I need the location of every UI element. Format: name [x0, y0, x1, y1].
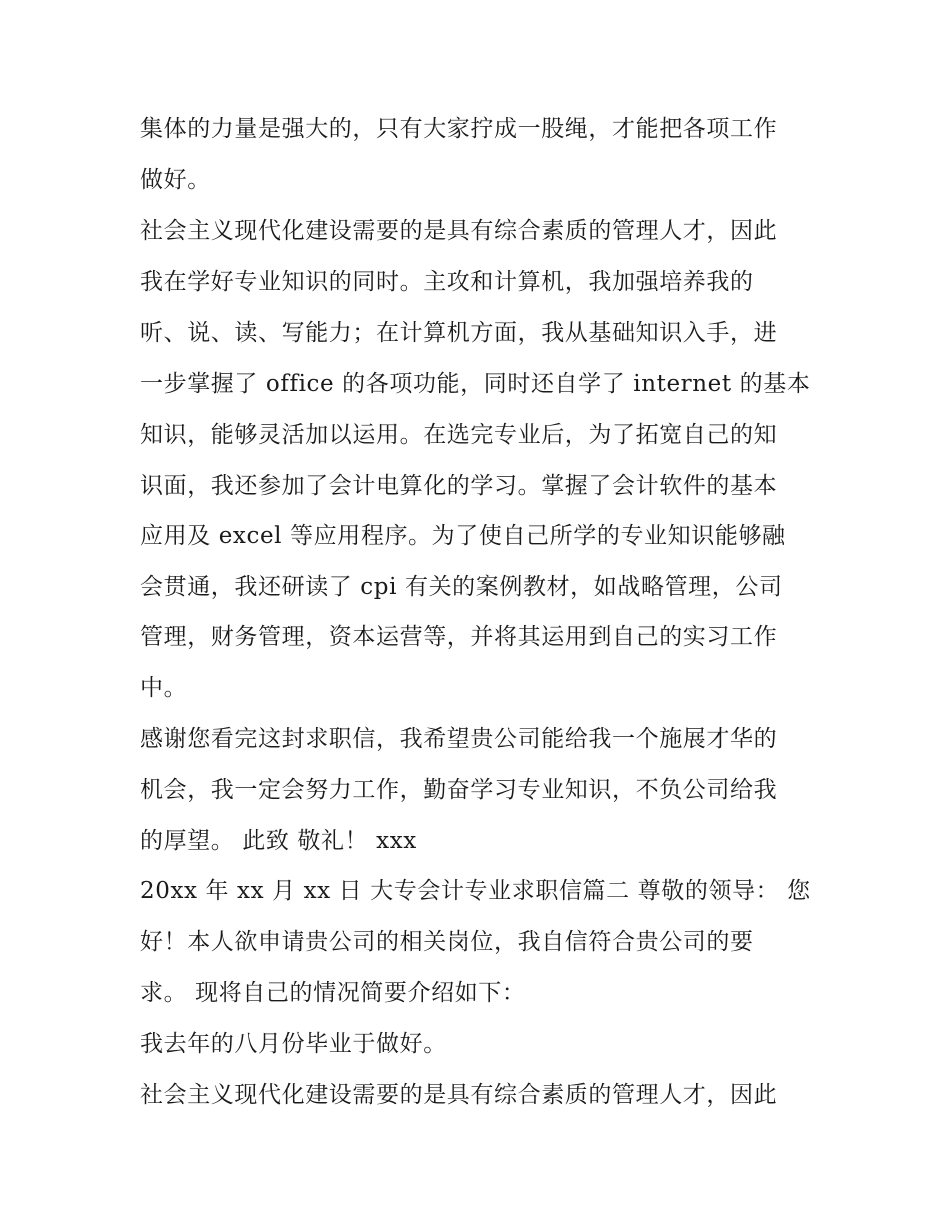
text-line: 社会主义现代化建设需要的是具有综合素质的管理人才，因此	[140, 218, 778, 244]
text-line: 感谢您看完这封求职信，我希望贵公司能给我一个施展才华的	[140, 726, 778, 752]
text-line: 求。 现将自己的情况简要介绍如下：	[140, 980, 526, 1006]
text-line: 一步掌握了 office 的各项功能，同时还自学了 internet 的基本	[140, 371, 811, 397]
text-line: 做好。	[140, 167, 211, 193]
text-line: 听、说、读、写能力；在计算机方面，我从基础知识入手，进	[140, 320, 778, 346]
text-line: 我在学好专业知识的同时。主攻和计算机，我加强培养我的	[140, 269, 754, 295]
text-line: 20xx 年 xx 月 xx 日 大专会计专业求职信篇二 尊敬的领导： 您	[140, 878, 811, 904]
text-line: 好！本人欲申请贵公司的相关岗位，我自信符合贵公司的要	[140, 929, 754, 955]
text-line: 的厚望。 此致 敬礼！ xxx	[140, 828, 417, 854]
text-line: 社会主义现代化建设需要的是具有综合素质的管理人才，因此	[140, 1082, 778, 1108]
text-line: 识面，我还参加了会计电算化的学习。掌握了会计软件的基本	[140, 473, 778, 499]
text-line: 我去年的八月份毕业于做好。	[140, 1031, 447, 1057]
text-line: 会贯通，我还研读了 cpi 有关的案例教材，如战略管理，公司	[140, 574, 783, 600]
text-line: 知识，能够灵活加以运用。在选完专业后，为了拓宽自己的知	[140, 422, 778, 448]
text-line: 应用及 excel 等应用程序。为了使自己所学的专业知识能够融	[140, 523, 786, 549]
text-line: 机会，我一定会努力工作，勤奋学习专业知识，不负公司给我	[140, 777, 778, 803]
text-line: 管理，财务管理，资本运营等，并将其运用到自己的实习工作	[140, 624, 778, 650]
text-line: 中。	[140, 675, 188, 701]
text-line: 集体的力量是强大的，只有大家拧成一股绳，才能把各项工作	[140, 116, 778, 142]
